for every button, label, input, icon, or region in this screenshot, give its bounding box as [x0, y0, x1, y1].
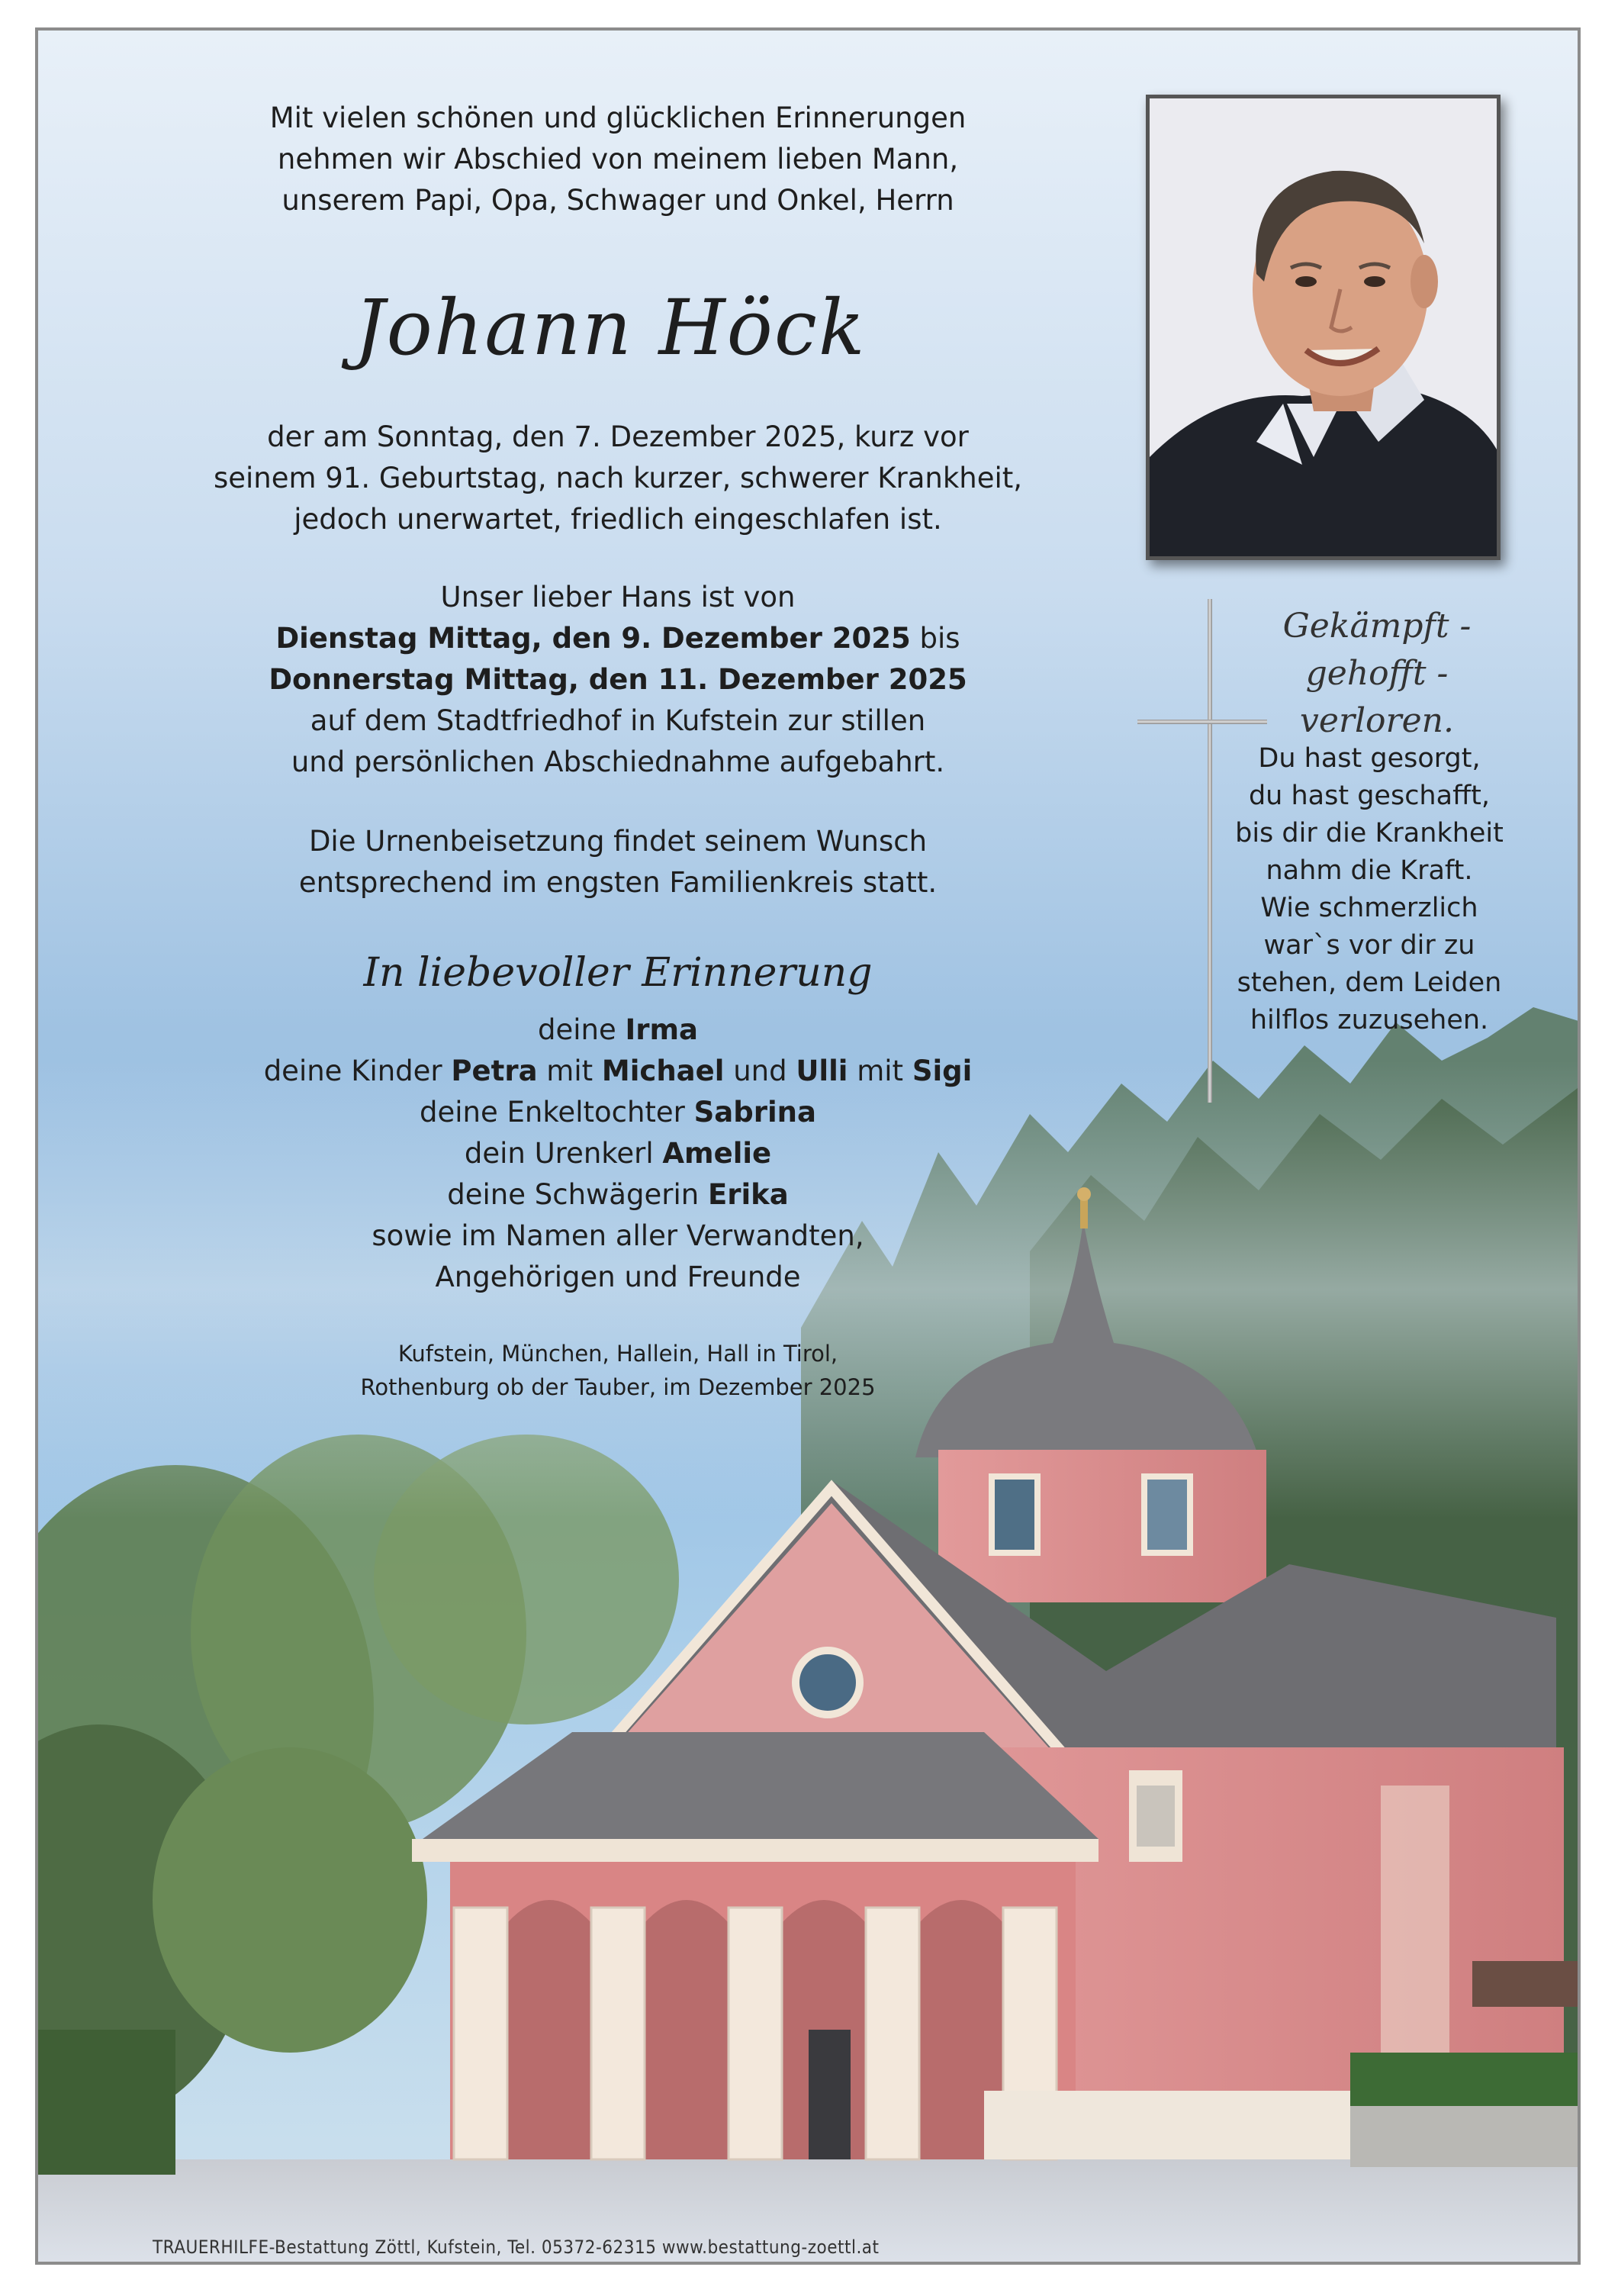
portrait-image	[1150, 98, 1497, 556]
mourner-text: dein Urenkerl	[464, 1137, 663, 1170]
memory-heading: In liebevoller Erinnerung	[363, 950, 873, 996]
burial-line: entsprechend im engsten Familienkreis statt.	[298, 866, 938, 899]
burial-info	[160, 821, 1076, 903]
mourner-text: deine Schwägerin	[447, 1178, 708, 1211]
death-notice-line: der am Sonntag, den 7. Dezember 2025, kurz vor	[267, 420, 969, 453]
mourner-line	[160, 1092, 1076, 1133]
burial-line: Die Urnenbeisetzung findet seinem Wunsch	[308, 825, 928, 858]
intro-line: unserem Papi, Opa, Schwager und Onkel, Herrn	[281, 184, 954, 217]
portrait-photo	[1146, 95, 1501, 560]
mourner-name: Sabrina	[693, 1096, 816, 1129]
poem-line: nahm die Kraft.	[1266, 855, 1473, 886]
motto-line: gehofft - verloren.	[1300, 654, 1454, 740]
mourner-line: Angehörigen und Freunde	[435, 1261, 801, 1293]
viewing-line: und persönlichen Abschiednahme aufgebahrt.	[291, 745, 945, 778]
motto-line: Gekämpft -	[1282, 607, 1472, 646]
viewing-dates-start	[160, 618, 1076, 659]
mourner-text: mit	[537, 1055, 602, 1087]
mourner-line	[160, 1174, 1076, 1216]
poem-line: du hast geschafft,	[1248, 781, 1491, 811]
mourner-name: Amelie	[662, 1137, 772, 1170]
poem-line: war`s vor dir zu	[1263, 930, 1475, 961]
death-notice-line: jedoch unerwartet, friedlich eingeschlafen ist.	[294, 503, 942, 536]
obituary-card	[35, 27, 1581, 2265]
poem-line: Du hast gesorgt,	[1258, 743, 1481, 774]
places-line: Kufstein, München, Hallein, Hall in Tirol,	[397, 1341, 838, 1367]
viewing-line: Unser lieber Hans ist von	[440, 581, 796, 613]
intro-line: Mit vielen schönen und glücklichen Erinnerungen	[269, 101, 967, 134]
mourner-line	[160, 1010, 1076, 1051]
death-notice-line: seinem 91. Geburtstag, nach kurzer, schwerer Krankheit,	[213, 462, 1023, 494]
places-line: Rothenburg ob der Tauber, im Dezember 2025	[360, 1374, 876, 1400]
motto	[1228, 603, 1526, 745]
mourner-line	[160, 1133, 1076, 1174]
poem-line: Wie schmerzlich	[1260, 893, 1478, 923]
mourner-text: deine Kinder	[263, 1055, 452, 1087]
mourner-name: Ulli	[796, 1055, 848, 1087]
mourner-name: Sigi	[912, 1055, 973, 1087]
poem-line: bis dir die Krankheit	[1235, 818, 1504, 849]
poem-line: hilflos zuzusehen.	[1250, 1005, 1489, 1035]
viewing-end-date: Donnerstag Mittag, den 11. Dezember 2025	[269, 663, 967, 696]
funeral-home-footer: TRAUERHILFE-Bestattung Zöttl, Kufstein, Tel. 05372-62315 www.bestattung-zoettl.at	[153, 2236, 880, 2258]
viewing-start-date: Dienstag Mittag, den 9. Dezember 2025	[275, 622, 911, 655]
death-notice	[160, 417, 1076, 540]
mourner-name: Petra	[451, 1055, 538, 1087]
mourner-name: Erika	[707, 1178, 789, 1211]
mourner-name: Michael	[601, 1055, 725, 1087]
mourner-text: deine	[537, 1013, 626, 1046]
intro-text	[160, 98, 1076, 221]
deceased-name: Johann Höck	[354, 283, 867, 372]
mourners-list	[160, 1010, 1076, 1298]
viewing-line: auf dem Stadtfriedhof in Kufstein zur stillen	[310, 704, 926, 737]
mourner-name: Irma	[625, 1013, 699, 1046]
viewing-connector: bis	[910, 622, 960, 655]
poem	[1198, 740, 1541, 1039]
mourner-text: und	[724, 1055, 796, 1087]
mourner-text: deine Enkeltochter	[419, 1096, 694, 1129]
intro-line: nehmen wir Abschied von meinem lieben Mann,	[277, 143, 959, 176]
viewing-dates-end	[160, 659, 1076, 700]
mourner-line: sowie im Namen aller Verwandten,	[372, 1219, 864, 1252]
viewing-info	[160, 577, 1076, 783]
poem-line: stehen, dem Leiden	[1237, 968, 1502, 998]
places-date	[160, 1337, 1076, 1404]
mourner-text: mit	[848, 1055, 912, 1087]
mourner-line	[160, 1051, 1076, 1092]
